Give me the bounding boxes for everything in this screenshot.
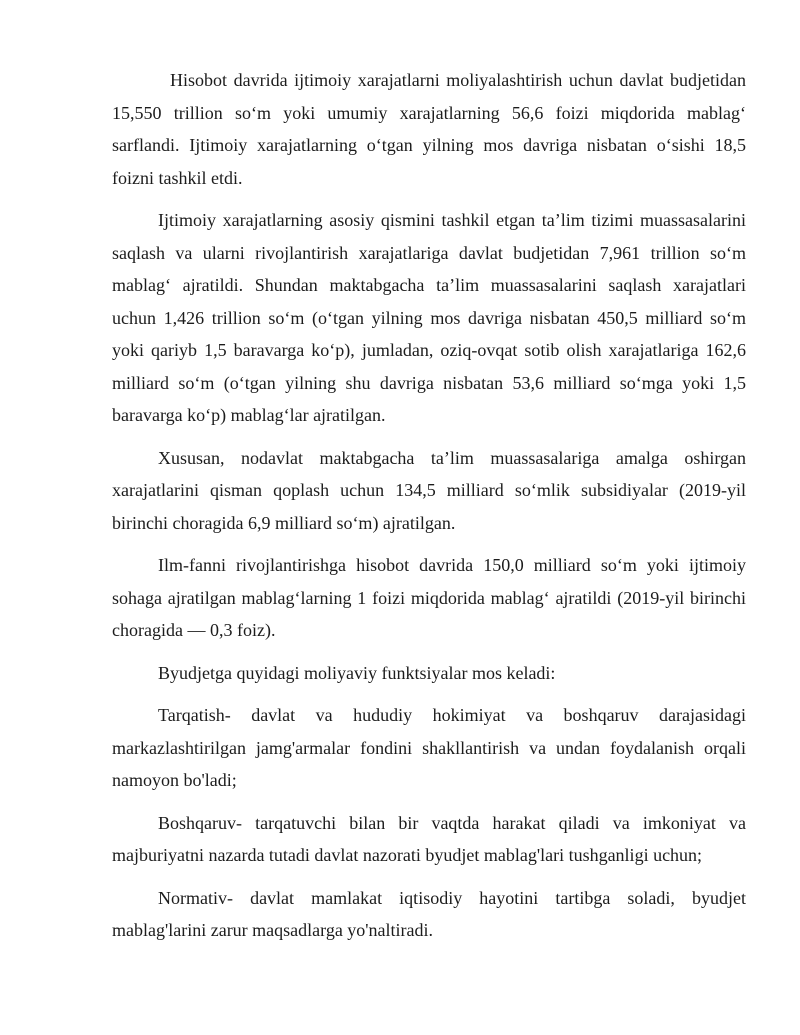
paragraph-science-funding <box>112 549 746 647</box>
text-line: Tarqatish- davlat va hududiy hokimiyat va boshqaruv darajasidagi <box>158 705 746 725</box>
text-line: choragida — 0,3 foiz). <box>112 620 276 640</box>
text-line: birinchi choragida 6,9 milliard so‘m) ajratilgan. <box>112 512 456 533</box>
paragraph-subsidies <box>112 442 746 540</box>
text-line: sohaga ajratilgan mablag‘larning 1 foizi miqdorida mablag‘ ajratildi (2019-yil birinchi <box>112 587 746 608</box>
text-line: mablag'larini zarur maqsadlarga yo'naltiradi. <box>112 920 434 940</box>
paragraph-distribution-function <box>112 699 746 797</box>
text-line: mablag‘ ajratildi. Shundan maktabgacha ta’lim muassasalarini saqlash xarajatlari <box>112 275 746 295</box>
text-line: Hisobot davrida ijtimoiy xarajatlarni moliyalashtirish uchun davlat budjetidan <box>170 70 746 90</box>
document-body <box>112 64 746 957</box>
paragraph-budget-functions-intro <box>112 657 746 690</box>
text-line: foizni tashkil etdi. <box>112 167 243 188</box>
text-line: namoyon bo'ladi; <box>112 770 237 790</box>
text-line: 15,550 trillion so‘m yoki umumiy xarajatlarning 56,6 foizi miqdorida mablag‘ <box>112 102 746 123</box>
paragraph-social-spending <box>112 64 746 194</box>
text-line: Xususan, nodavlat maktabgacha ta’lim muassasalariga amalga oshirgan <box>158 447 746 468</box>
text-line: xarajatlarini qisman qoplash uchun 134,5 milliard so‘mlik subsidiyalar (2019-yil <box>112 480 746 500</box>
text-line: yoki qariyb 1,5 baravarga ko‘p), jumladan, oziq-ovqat sotib olish xarajatlariga 162,6 <box>112 340 746 360</box>
text-line: markazlashtirilgan jamg'armalar fondini shakllantirish va undan foydalanish orqali <box>112 737 746 758</box>
paragraph-control-function <box>112 807 746 872</box>
text-line: majburiyatni nazarda tutadi davlat nazorati byudjet mablag'lari tushganligi uchun; <box>112 845 703 865</box>
text-line: baravarga ko‘p) mablag‘lar ajratilgan. <box>112 405 386 425</box>
text-line: uchun 1,426 trillion so‘m (o‘tgan yilning mos davriga nisbatan 450,5 milliard so‘m <box>112 307 746 328</box>
text-line: sarflandi. Ijtimoiy xarajatlarning o‘tgan yilning mos davriga nisbatan o‘sishi 18,5 <box>112 135 746 155</box>
text-line: saqlash va ularni rivojlantirish xarajatlariga davlat budjetidan 7,961 trillion so‘m <box>112 242 746 263</box>
paragraph-regulatory-function <box>112 882 746 947</box>
text-line: Byudjetga quyidagi moliyaviy funktsiyalar mos keladi: <box>158 662 556 683</box>
text-line: milliard so‘m (o‘tgan yilning shu davriga nisbatan 53,6 milliard so‘mga yoki 1,5 <box>112 372 746 393</box>
text-line: Ilm-fanni rivojlantirishga hisobot davrida 150,0 milliard so‘m yoki ijtimoiy <box>158 555 746 575</box>
text-line: Ijtimoiy xarajatlarning asosiy qismini tashkil etgan ta’lim tizimi muassasalarini <box>158 210 746 230</box>
text-line: Normativ- davlat mamlakat iqtisodiy hayotini tartibga soladi, byudjet <box>158 887 746 908</box>
paragraph-education-spending <box>112 204 746 432</box>
text-line: Boshqaruv- tarqatuvchi bilan bir vaqtda harakat qiladi va imkoniyat va <box>158 812 746 833</box>
